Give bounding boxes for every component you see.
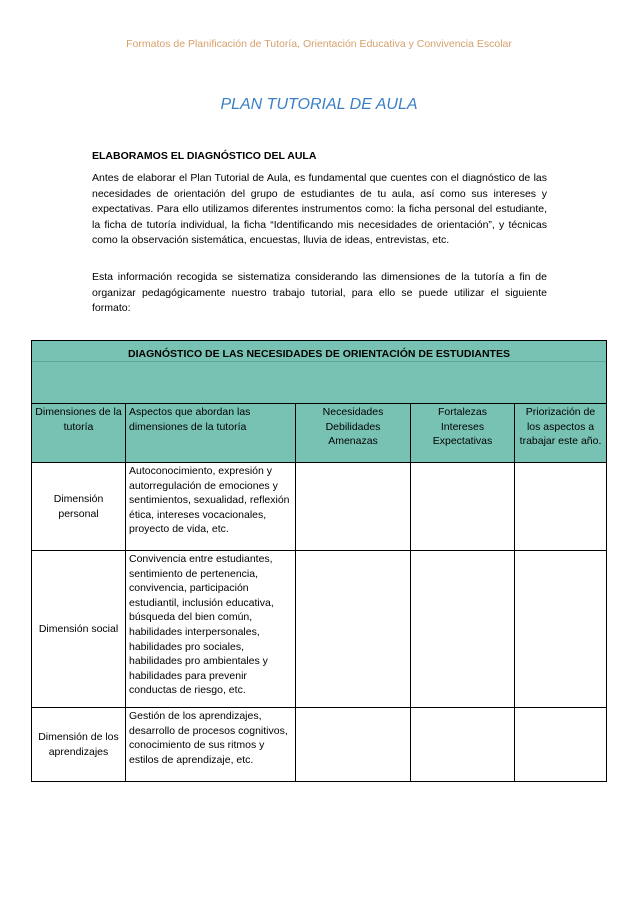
intro-paragraph: Antes de elaborar el Plan Tutorial de Aula, es fundamental que cuentes con el diagnóstico de las necesidades de orientación del grupo de estudiantes de tu aula, así como sus intereses y expectativas. Para ello utilizamos diferentes instrumentos como: la ficha personal del estudiante, la ficha de tutoría individual, la ficha “Identificando mis necesidades de orientación”, y técnicas como la observación sistemática, encuestas, lluvia de ideas, entrevistas, etc. — [92, 172, 547, 246]
col-header-strengths: Fortalezas Intereses Expectativas — [411, 404, 515, 463]
needs-cell[interactable] — [296, 463, 411, 551]
table-row — [32, 551, 607, 708]
dimension-cell: Dimensión de los aprendizajes — [32, 708, 126, 782]
col-header-needs: Necesidades Debilidades Amenazas — [296, 404, 411, 463]
priority-cell[interactable] — [515, 463, 607, 551]
page-title: PLAN TUTORIAL DE AULA — [220, 96, 418, 113]
strengths-cell[interactable] — [411, 708, 515, 782]
needs-cell[interactable] — [296, 708, 411, 782]
col-header-priority: Priorización de los aspectos a trabajar este año. — [515, 404, 607, 463]
table-row — [32, 708, 607, 782]
strengths-cell[interactable] — [411, 551, 515, 708]
priority-cell[interactable] — [515, 551, 607, 708]
table-row — [32, 463, 607, 551]
dimension-cell: Dimensión social — [32, 551, 126, 708]
col-header-aspects: Aspectos que abordan las dimensiones de la tutoría — [126, 404, 296, 463]
col-header-dimension: Dimensiones de la tutoría — [32, 404, 126, 463]
diagnosis-table — [31, 340, 607, 782]
info-paragraph: Esta información recogida se sistematiza considerando las dimensiones de la tutoría a fin de organizar pedagógicamente nuestro trabajo tutorial, para ello se puede utilizar el siguiente formato: — [92, 271, 547, 314]
section-heading: ELABORAMOS EL DIAGNÓSTICO DEL AULA — [92, 150, 317, 162]
aspects-cell: Gestión de los aprendizajes, desarrollo de procesos cognitivos, conocimiento de sus ritmos y estilos de aprendizaje, etc. — [126, 708, 296, 782]
page-header: Formatos de Planificación de Tutoría, Orientación Educativa y Convivencia Escolar — [126, 38, 512, 50]
strengths-cell[interactable] — [411, 463, 515, 551]
aspects-cell: Convivencia entre estudiantes, sentimiento de pertenencia, convivencia, participación estudiantil, inclusión educativa, búsqueda del bien común, habilidades interpersonales, habilidades pro sociales, habilidades pro ambientales y habilidades para prevenir conductas de riesgo, etc. — [126, 551, 296, 708]
table-title: DIAGNÓSTICO DE LAS NECESIDADES DE ORIENTACIÓN DE ESTUDIANTES — [32, 341, 607, 404]
priority-cell[interactable] — [515, 708, 607, 782]
dimension-cell: Dimensión personal — [32, 463, 126, 551]
needs-cell[interactable] — [296, 551, 411, 708]
aspects-cell: Autoconocimiento, expresión y autorregulación de emociones y sentimientos, sexualidad, reflexión ética, intereses vocacionales, proyecto de vida, etc. — [126, 463, 296, 551]
